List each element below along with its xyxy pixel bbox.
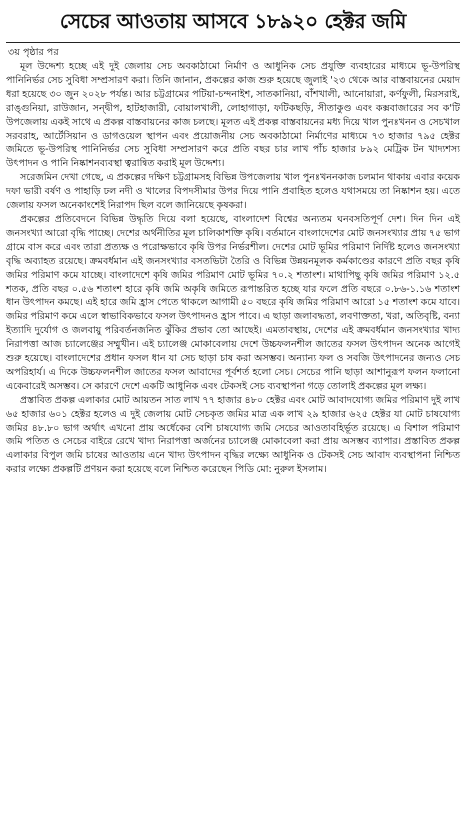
article-headline: সেচের আওতায় আসবে ১৮৯২০ হেক্টর জমি <box>59 9 407 33</box>
headline-divider <box>6 42 460 43</box>
article-paragraph: প্রস্তাবিত প্রকল্প এলাকার মোট আয়তন সাত লাখ ৭৭ হাজার ৪৮০ হেক্টর এবং মোট আবাদযোগ্য জমির পরিমাণ দুই লাখ ৬৫ হাজার ৬০১ হেক্টর হলেও এ দুই জেলায় মোট সেচকৃত জমির মাত্র এক লাখ ২৯ হাজার ৬২৫ হেক্টর যা মোট চাষযোগ্য জমির ৪৮.৮০ ভাগ অর্থাৎ এখনো প্রায় অর্ধেকের বেশি চাষযোগ্য জমি সেচের আওতাবহির্ভূত রয়েছে। এ বিশাল পরিমাণ জমি পতিত ও সেচের বাইরে রেখে খাদ্য নিরাপত্তা অর্জনের চ্যালেঞ্জ মোকাবেলা করা প্রায় অসম্ভব ব্যাপার। প্রস্তাবিত প্রকল্প এলাকার বিপুল জমি চাষের আওতায় এনে খাদ্য উৎপাদন বৃদ্ধির লক্ষ্যে আধুনিক ও টেকসই সেচ আবাদ ব্যবস্থাপনা নিশ্চিত করার লক্ষ্যে প্রকল্পটি প্রণয়ন করা হয়েছে বলে নিশ্চিত করেছেন পিডি মো: নুরুল ইসলাম। <box>6 394 460 476</box>
article-body <box>6 60 460 477</box>
continued-from-page-note: ৩য় পৃষ্ঠার পর <box>8 47 59 58</box>
article-paragraph: প্রকল্পের প্রতিবেদনে বিভিন্ন উদ্ধৃতি দিয়ে বলা হয়েছে, বাংলাদেশ বিশ্বের অন্যতম ঘনবসতিপূর্ণ দেশ। দিন দিন এই জনসংখ্যা আরো বৃদ্ধি পাচ্ছে। দেশের অর্থনীতির মূল চালিকাশক্তি কৃষি। বর্তমানে বাংলাদেশের মোট জনসংখ্যার প্রায় ৭৫ ভাগ গ্রামে বাস করে এবং তারা প্রত্যক্ষ ও পরোক্ষভাবে কৃষি উপর নির্ভরশীল। দেশের মোট ভূমির পরিমাণ নির্দিষ্ট হলেও জনসংখ্যা বৃদ্ধি অব্যাহত রয়েছে। ক্রমবর্ধমান এই জনসংখ্যার বসতভিটা তৈরি ও বিভিন্ন উন্নয়নমূলক কর্মকাণ্ডের কারণে প্রতি বছর কৃষি জমির পরিমাণ কমে যাচ্ছে। বাংলাদেশে কৃষি জমির পরিমাণ মোট ভূমির ৭০.২ শতাংশ। মাথাপিছু কৃষি জমির পরিমাণ ১২.৫ শতক, প্রতি বছর ০.৫৬ শতাংশ হারে কৃষি জমি অকৃষি জমিতে রূপান্তরিত হচ্ছে যার ফলে প্রতি বছরে ০.৮৬-১.১৬ শতাংশ ধান উৎপাদন কমছে। এই হারে জমি হ্রাস পেতে থাকলে আগামী ৫০ বছরে কৃষি জমির পরিমাণ আরো ১৫ শতাংশ কমে যাবে। জমির পরিমাণ কমে এলে স্বাভাবিকভাবে ফসল উৎপাদনও হ্রাস পাবে। এ ছাড়া জলাবদ্ধতা, লবণাক্ততা, খরা, অতিবৃষ্টি, বন্যা ইত্যাদি দুর্যোগ ও জলবায়ু পরিবর্তনজনিত ঝুঁকির প্রভাব তো আছেই। এমতাবস্থায়, দেশের এই ক্রমবর্ধমান জনসংখ্যার খাদ্য নিরাপত্তা আজ চ্যালেঞ্জের সম্মুখীন। এই চ্যালেঞ্জ মোকাবেলায় দেশে উচ্চফলনশীল জাতের ফসল উৎপাদন অনেক আগেই শুরু হয়েছে। বাংলাদেশের প্রধান ফসল ধান যা সেচ ছাড়া চাষ করা অসম্ভব। অন্যান্য ফল ও সবজি উৎপাদনের জন্যও সেচ অপরিহার্য। এ দিকে উচ্চফলনশীল জাতের ফসল আবাদের পূর্বশর্ত হলো সেচ। সেচের পানি ছাড়া আশানুরূপ ফলন ফলানো একেবারেই অসম্ভব। সে কারণে দেশে একটি আধুনিক এবং টেকসই সেচ ব্যবস্থাপনা গড়ে তোলাই প্রকল্পের মূল লক্ষ্য। <box>6 213 460 392</box>
article-paragraph: মূল উদ্দেশ্য হচ্ছে এই দুই জেলায় সেচ অবকাঠামো নির্মাণ ও আধুনিক সেচ প্রযুক্তি ব্যবহারের মাধ্যমে ভূ-উপরিস্থ পানিনির্ভর সেচ সুবিধা সম্প্রসারণ করা। তিনি জানান, প্রকল্পের কাজ শুরু হয়েছে জুলাই '২৩ থেকে আর বাস্তবায়নের মেয়াদ ধরা হয়েছে ৩০ জুন ২০২৮ পর্যন্ত। আর চট্টগ্রামের পটিয়া-চন্দনাইশ, সাতকানিয়া, বাঁশখালী, আনোয়ারা, কর্ণফুলী, মিরসরাই, রাঙ্গুনিয়া, রাউজান, সন্দ্বীপ, হাটহাজারী, বোয়ালখালী, লোহাগাড়া, ফটিকছড়ি, সীতাকুণ্ড এবং কক্সবাজারের সব ক'টি উপজেলায় একই সাথে এ প্রকল্প বাস্তবায়নের কাজ চলছে। মূলত এই প্রকল্প বাস্তবায়নের মধ্য দিয়ে খাল পুনঃখনন ও সেচখাল সরবরাহ, আর্টেসিয়ান ও ডাগওয়েল স্থাপন এবং প্রয়োজনীয় সেচ অবকাঠামো নির্মাণের মাধ্যমে ৭৩ হাজার ৭৯৫ হেক্টর জমিতে ভূ-উপরিস্থ পানিনির্ভর সেচ সুবিধা সম্প্রসারণ করে প্রতি বছর চার লাখ পাঁচ হাজার ৮৯২ মেট্রিক টন খাদ্যশস্য উৎপাদন ও পানি নিষ্কাশনব্যবস্থা ত্বরান্বিত করাই মূল উদ্দেশ্য। <box>6 61 460 170</box>
article-paragraph: সরেজমিন দেখা গেছে, এ প্রকল্পের দক্ষিণ চট্টগ্রামসহ বিভিন্ন উপজেলায় খাল পুনঃখননকাজ চলমান থাকায় এবার কয়েক দফা ভারী বর্ষণ ও পাহাড়ি ঢল নদী ও খালের বিপদসীমার উপর দিয়ে পানি প্রবাহিত হলেও যথাসময়ে তা নিষ্কাশন হয়। এতে জেলায় ফসল অনেকাংশেই নিরাপদ ছিল বলে জানিয়েছে কৃষকরা। <box>6 172 460 212</box>
